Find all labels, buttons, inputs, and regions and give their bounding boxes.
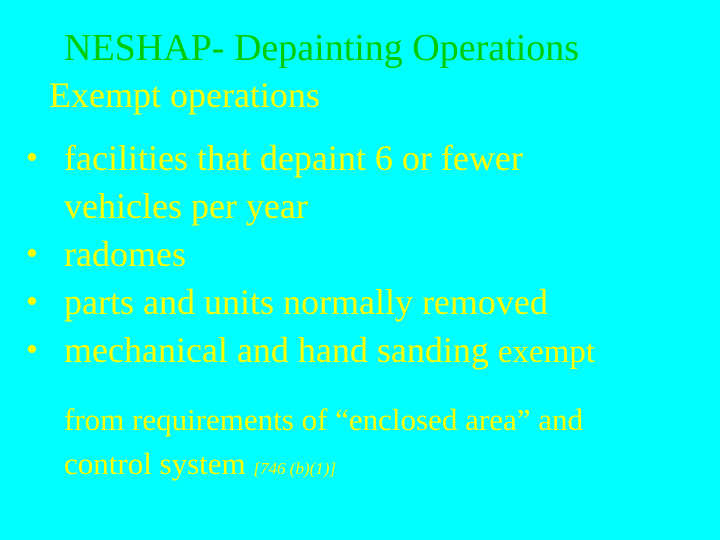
bullet-item — [26, 326, 716, 376]
bullet-text — [64, 230, 186, 278]
bullet-line: facilities that depaint 6 or fewer — [64, 138, 523, 178]
continuation-line: from requirements of “enclosed area” and — [64, 402, 583, 437]
bullet-text — [64, 278, 548, 326]
continuation-text — [64, 398, 583, 491]
bullet-line: parts and units normally removed — [64, 282, 548, 322]
slide-subtitle: Exempt operations — [49, 75, 320, 115]
bullet-item — [26, 134, 716, 230]
bullet-item — [26, 278, 716, 326]
bullet-line-tail: exempt — [497, 334, 595, 370]
bullet-line: vehicles per year — [64, 186, 308, 226]
bullet-dot-icon: • — [26, 139, 38, 176]
continuation-line-main: control system — [64, 446, 246, 481]
continuation-line — [64, 442, 583, 491]
bullet-text — [64, 326, 595, 376]
bullet-text — [64, 134, 523, 230]
bullet-dot-icon: • — [26, 331, 38, 368]
bullet-list — [26, 134, 716, 376]
bullet-item — [26, 230, 716, 278]
bullet-dot-icon: • — [26, 235, 38, 272]
regulation-citation: [746 (b)(1)] — [253, 459, 337, 478]
bullet-line: radomes — [64, 234, 186, 274]
bullet-line-main: mechanical and hand sanding — [64, 330, 489, 370]
slide-title: NESHAP- Depainting Operations — [64, 27, 580, 69]
bullet-line — [64, 326, 595, 376]
bullet-dot-icon: • — [26, 283, 38, 320]
